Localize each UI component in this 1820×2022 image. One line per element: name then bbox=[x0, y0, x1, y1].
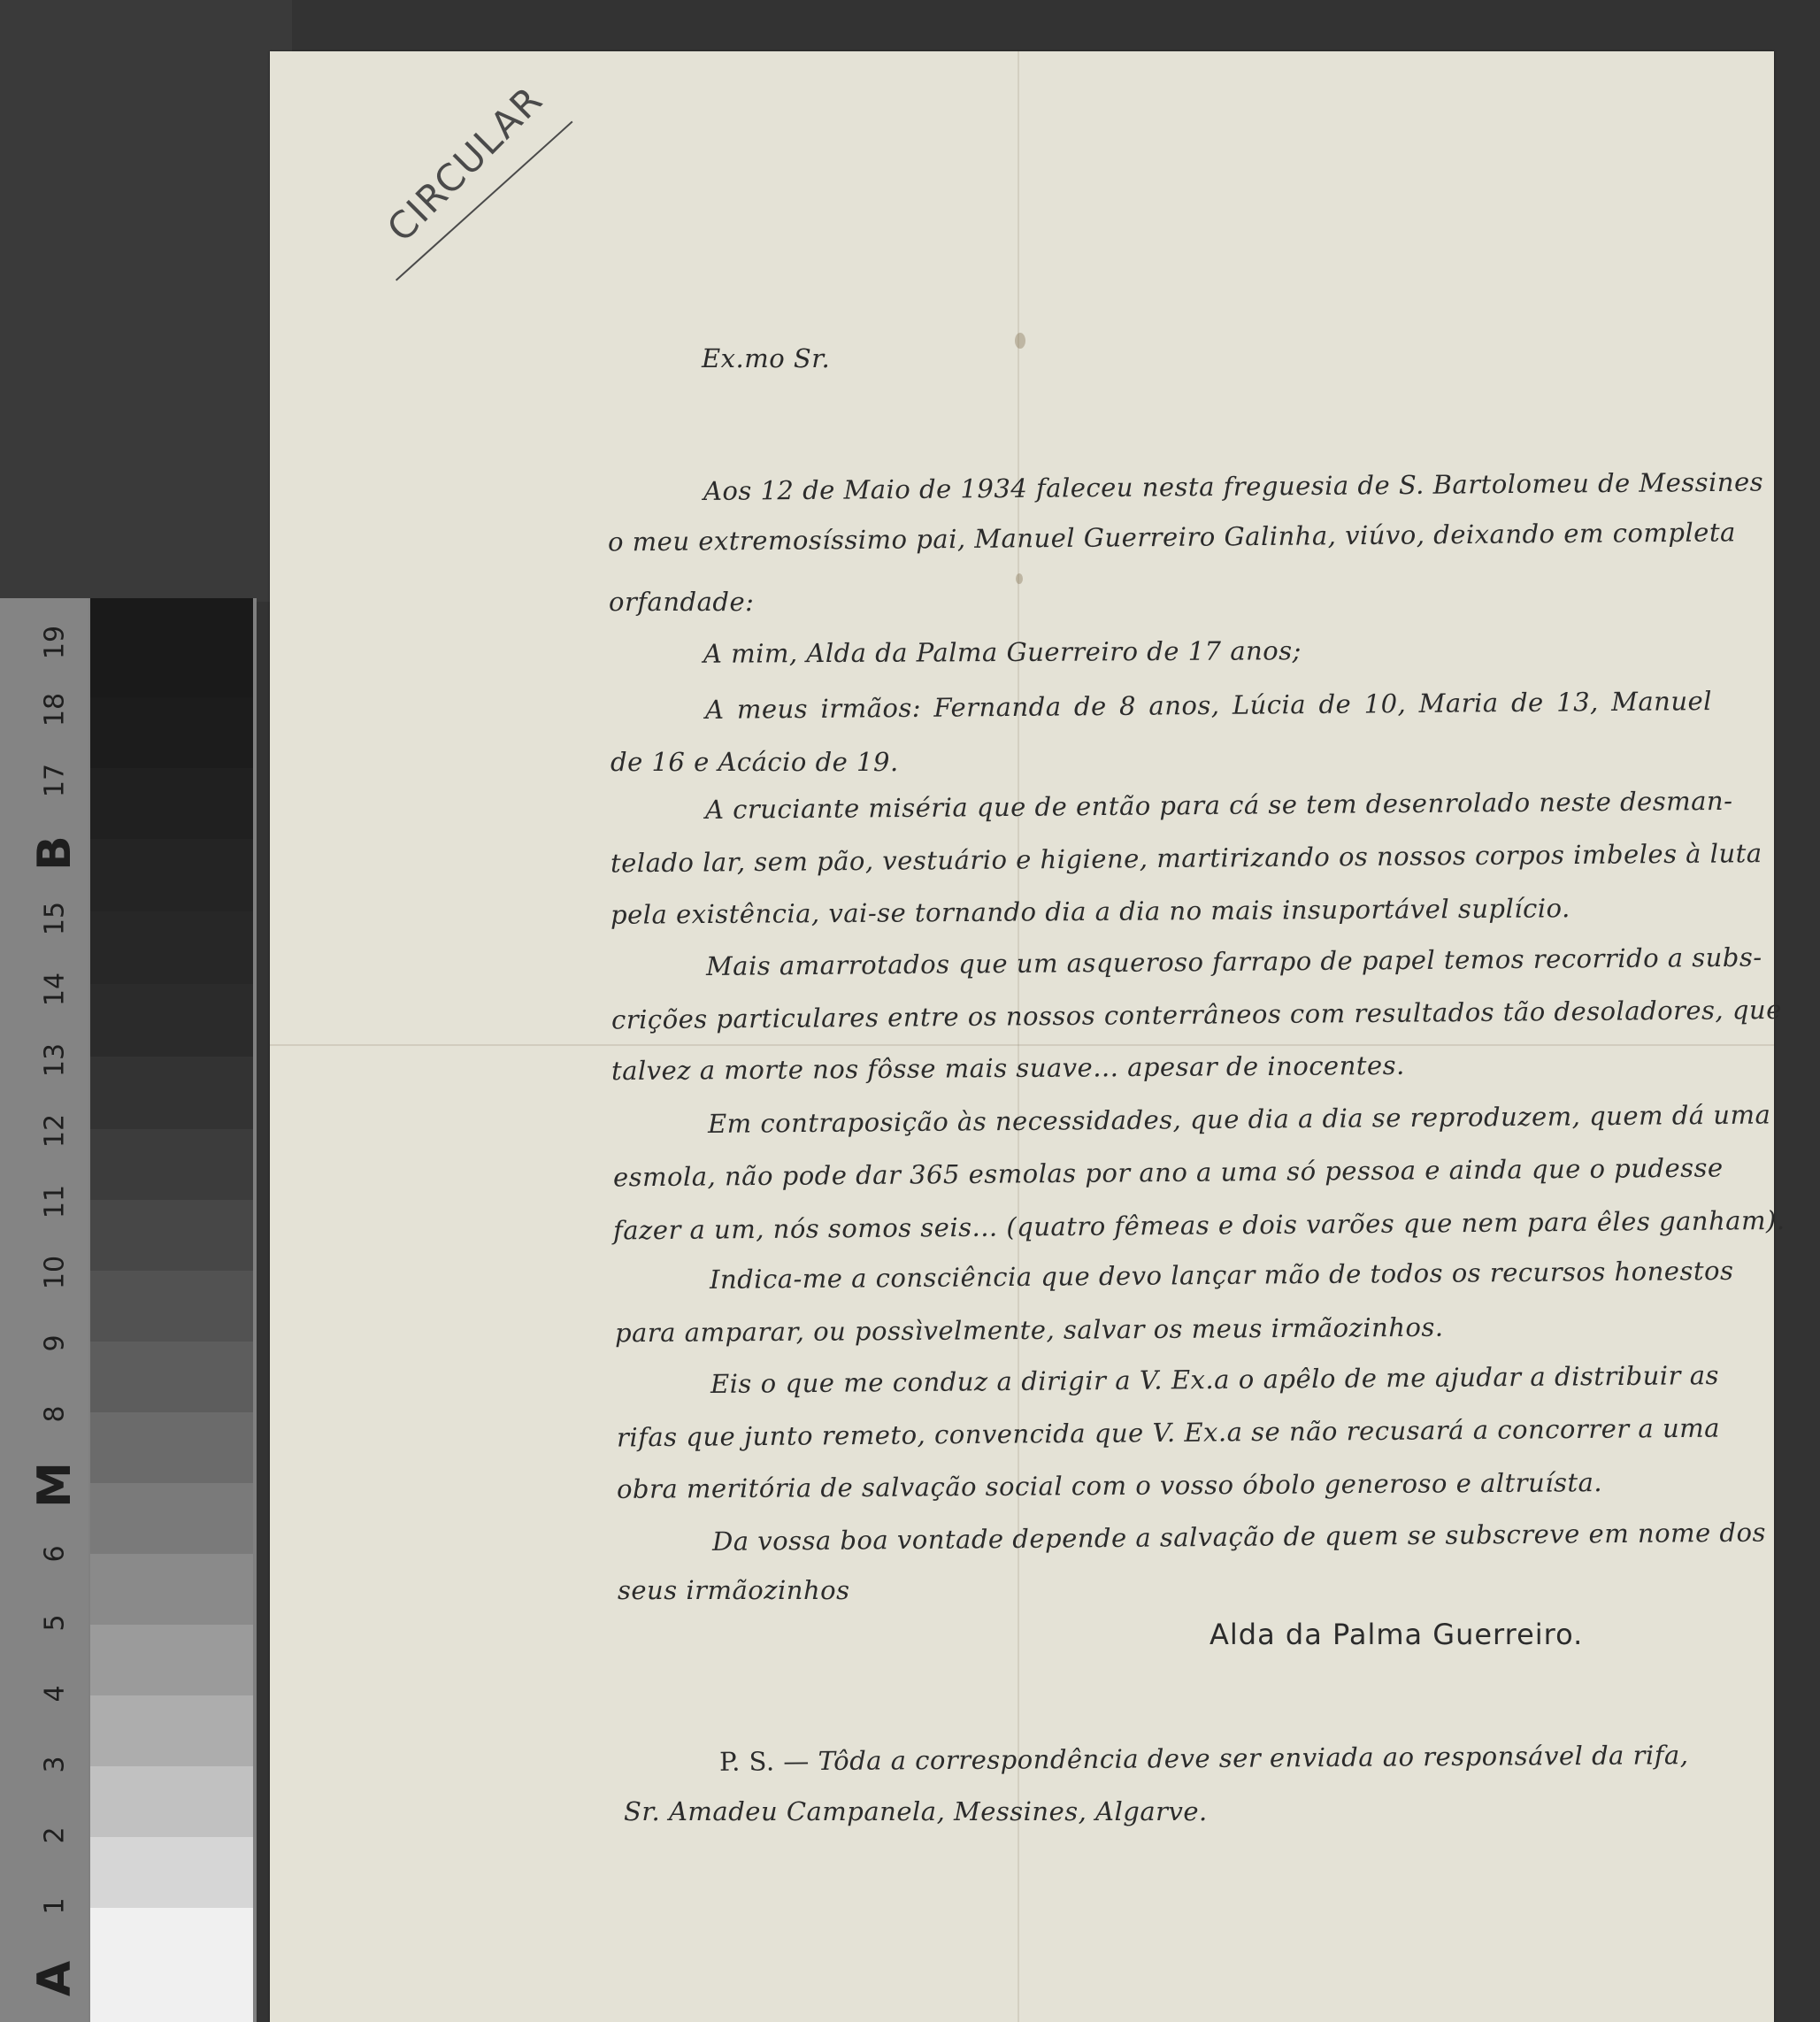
salutation: Ex.mo Sr. bbox=[702, 343, 831, 373]
letter-line: A cruciante miséria que de então para cá se tem desenrolado neste desman- bbox=[704, 785, 1733, 825]
letter-line: A mim, Alda da Palma Guerreiro de 17 anos; bbox=[703, 635, 1302, 669]
strip-number: 9 bbox=[39, 1334, 71, 1352]
circular-stamp: CIRCULAR bbox=[379, 77, 552, 250]
background-shade bbox=[0, 0, 292, 602]
grey-patch bbox=[90, 839, 253, 911]
stain bbox=[1016, 573, 1023, 584]
grey-patch bbox=[90, 1837, 253, 1908]
grey-patch bbox=[90, 911, 253, 984]
grey-patch bbox=[90, 1483, 253, 1554]
grey-patch bbox=[90, 1200, 253, 1271]
strip-number: 6 bbox=[39, 1545, 71, 1563]
grey-patch bbox=[90, 768, 253, 839]
grey-patch bbox=[90, 1695, 253, 1766]
grey-patch bbox=[90, 1908, 253, 2022]
postscript-line: Sr. Amadeu Campanela, Messines, Algarve. bbox=[624, 1796, 1208, 1826]
signature: Alda da Palma Guerreiro. bbox=[1209, 1618, 1584, 1651]
grey-patch bbox=[90, 1412, 253, 1483]
strip-number: 19 bbox=[39, 625, 71, 660]
strip-number: 14 bbox=[39, 972, 71, 1007]
strip-number: 2 bbox=[39, 1826, 71, 1844]
letter-line: esmola, não pode dar 365 esmolas por ano a uma só pessoa e ainda que o pudesse bbox=[612, 1152, 1724, 1193]
grey-patch bbox=[90, 1057, 253, 1129]
color-checker-strip bbox=[0, 598, 257, 2022]
strip-number: 8 bbox=[39, 1405, 71, 1423]
grey-patch bbox=[90, 697, 253, 768]
letter-line: rifas que junto remeto, convencida que V. Ex.a se não recusará a concorrer a uma bbox=[616, 1412, 1721, 1453]
grey-patch bbox=[90, 1766, 253, 1837]
letter-line: A meus irmãos: Fernanda de 8 anos, Lúcia de 10, Maria de 13, Manuel bbox=[704, 686, 1713, 725]
letter-line: orfandade: bbox=[609, 587, 755, 617]
letter-line: de 16 e Acácio de 19. bbox=[611, 747, 899, 777]
letter-line: telado lar, sem pão, vestuário e higiene, martirizando os nossos corpos imbeles à luta bbox=[610, 838, 1762, 879]
strip-number: 12 bbox=[39, 1113, 71, 1149]
grey-patch bbox=[90, 1342, 253, 1412]
grey-patch bbox=[90, 984, 253, 1057]
strip-number: 4 bbox=[39, 1685, 71, 1703]
letter-line: Mais amarrotados que um asqueroso farrapo de papel temos recorrido a subs- bbox=[705, 942, 1762, 981]
letter-line: o meu extremosíssimo pai, Manuel Guerreiro Galinha, viúvo, deixando em completa bbox=[607, 517, 1736, 557]
postscript-line bbox=[719, 1740, 1689, 1777]
letter-line: Aos 12 de Maio de 1934 faleceu nesta freguesia de S. Bartolomeu de Messines bbox=[703, 466, 1764, 506]
strip-number: 3 bbox=[39, 1756, 71, 1773]
strip-letter: B bbox=[28, 835, 81, 871]
strip-number: 15 bbox=[39, 901, 71, 936]
strip-number: 18 bbox=[39, 692, 71, 727]
postscript-label: P. S. — bbox=[718, 1746, 810, 1777]
letter-line: Indica-me a consciência que devo lançar mão de todos os recursos honestos bbox=[709, 1255, 1734, 1295]
grey-patch bbox=[90, 1271, 253, 1342]
strip-number: 10 bbox=[39, 1255, 71, 1290]
letter-line: Em contraposição às necessidades, que dia a dia se reproduzem, quem dá uma bbox=[707, 1099, 1771, 1139]
letter-line: crições particulares entre os nossos conterrâneos com resultados tão desoladores, que bbox=[611, 994, 1782, 1035]
letter-line: Da vossa boa vontade depende a salvação de quem se subscreve em nome dos bbox=[711, 1517, 1767, 1557]
letter-line: para amparar, ou possìvelmente, salvar os meus irmãozinhos. bbox=[614, 1311, 1444, 1349]
letter-line: obra meritória de salvação social com o vosso óbolo generoso e altruísta. bbox=[616, 1467, 1603, 1504]
color-checker-scale bbox=[0, 598, 88, 2022]
strip-number: 13 bbox=[39, 1042, 71, 1078]
letter-line: seus irmãozinhos bbox=[618, 1575, 850, 1605]
grey-patch bbox=[90, 598, 253, 697]
grey-patch bbox=[90, 1554, 253, 1625]
letter-line: fazer a um, nós somos seis... (quatro fêmeas e dois varões que nem para êles ganham). bbox=[612, 1204, 1785, 1246]
postscript-text: Tôda a correspondência deve ser enviada ao responsável da rifa, bbox=[818, 1740, 1689, 1777]
strip-number: 11 bbox=[39, 1184, 71, 1219]
letter-line: Eis o que me conduz a dirigir a V. Ex.a o apêlo de me ajudar a distribuir as bbox=[710, 1360, 1720, 1399]
letter-sheet bbox=[270, 51, 1785, 2022]
letter-line: pela existência, vai-se tornando dia a dia no mais insuportável suplício. bbox=[610, 893, 1570, 930]
strip-number: 1 bbox=[39, 1897, 71, 1915]
grey-patch bbox=[90, 1129, 253, 1200]
strip-letter: M bbox=[28, 1462, 81, 1508]
strip-number: 17 bbox=[39, 763, 71, 798]
strip-number: 5 bbox=[39, 1614, 71, 1632]
strip-letter: A bbox=[28, 1960, 81, 1997]
fold-crease bbox=[270, 1044, 1774, 1046]
stain bbox=[1015, 333, 1025, 349]
grey-patch bbox=[90, 1625, 253, 1695]
letter-line: talvez a morte nos fôsse mais suave... apesar de inocentes. bbox=[611, 1049, 1405, 1087]
